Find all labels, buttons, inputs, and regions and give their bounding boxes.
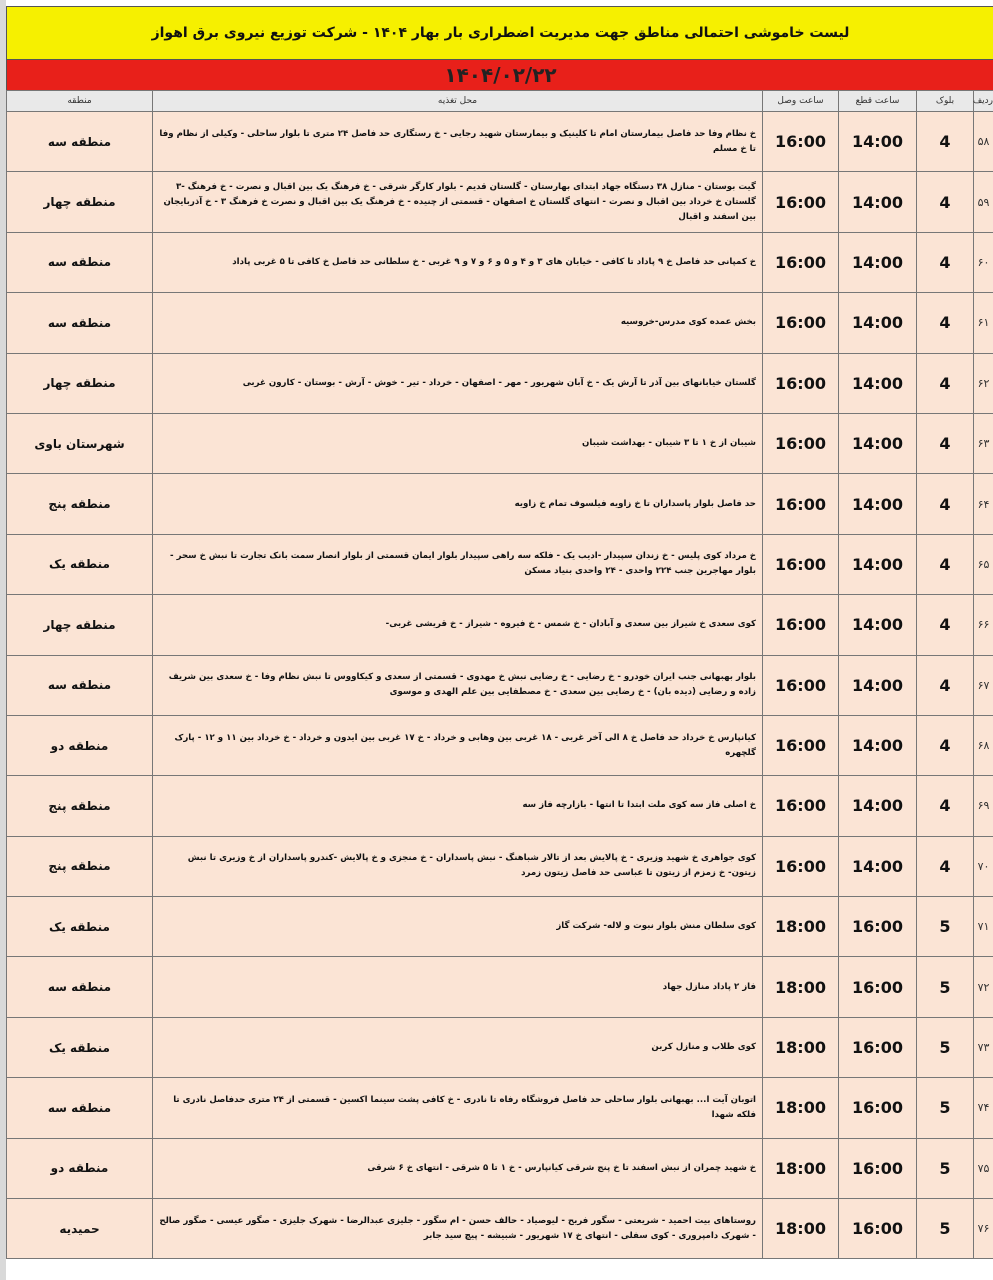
row-number-cell: ۶۴ [974,474,993,534]
row-number-cell: ۵۸ [974,112,993,172]
connect-time-cell: 18:00 [763,1199,839,1259]
connect-time-cell: 16:00 [763,715,839,775]
block-cell: 5 [917,897,974,957]
row-number-cell: ۶۸ [974,715,993,775]
row-number-cell: ۶۲ [974,353,993,413]
feed-location-cell: شیبان از خ ۱ تا ۳ شیبان - بهداشت شیبان [153,413,763,473]
header-feed-location: محل تغذیه [153,91,763,112]
block-cell: 5 [917,1199,974,1259]
region-cell: منطقه سه [7,232,153,292]
region-cell: منطقه سه [7,957,153,1017]
feed-location-cell: فاز ۲ پاداد منازل جهاد [153,957,763,1017]
block-cell: 5 [917,1017,974,1077]
feed-location-cell: کوی طلاب و منازل کربن [153,1017,763,1077]
table-row [7,715,993,775]
feed-location-cell: گیت بوستان - منازل ۳۸ دستگاه جهاد ابتدای بهارستان - گلستان قدیم - بلوار کارگر شرقی - خ فرهنگ یک بین اقبال و نصرت - خ فرهنگ -۳ گلستان خ خرداد بین اقبال و نصرت - انتهای گلستان خ اصفهان - قسمتی از چنیده - خ فرهنگ یک بین اقبال و نصرت خ فرهنگ ۳ - خ آذربایجان بین اسفند و اقبال [153,172,763,232]
block-cell: 4 [917,715,974,775]
row-number-cell: ۷۲ [974,957,993,1017]
region-cell: منطقه سه [7,293,153,353]
region-cell: حمیدیه [7,1199,153,1259]
block-cell: 4 [917,232,974,292]
cut-time-cell: 16:00 [839,1138,917,1198]
connect-time-cell: 16:00 [763,534,839,594]
cut-time-cell: 16:00 [839,957,917,1017]
row-number-cell: ۶۱ [974,293,993,353]
table-row [7,293,993,353]
region-cell: منطقه دو [7,1138,153,1198]
row-number-cell: ۷۰ [974,836,993,896]
block-cell: 4 [917,112,974,172]
table-row [7,1199,993,1259]
header-block: بلوک [917,91,974,112]
table-row [7,534,993,594]
block-cell: 5 [917,1078,974,1138]
block-cell: 4 [917,534,974,594]
row-number-cell: ۶۵ [974,534,993,594]
cut-time-cell: 14:00 [839,293,917,353]
feed-location-cell: حد فاصل بلوار پاسداران تا خ زاویه فیلسوف تمام خ زاویه [153,474,763,534]
connect-time-cell: 18:00 [763,1017,839,1077]
region-cell: منطقه سه [7,112,153,172]
header-region: منطقه [7,91,153,112]
cut-time-cell: 14:00 [839,715,917,775]
feed-location-cell: کوی سعدی خ شیراز بین سعدی و آبادان - خ شمس - خ فیروه - شیراز - خ قریشی غربی- [153,595,763,655]
connect-time-cell: 16:00 [763,172,839,232]
table-row [7,474,993,534]
table-row [7,595,993,655]
row-number-cell: ۶۳ [974,413,993,473]
region-cell: منطقه چهار [7,172,153,232]
cut-time-cell: 14:00 [839,172,917,232]
cut-time-cell: 14:00 [839,413,917,473]
date-banner: ۱۴۰۴/۰۲/۲۲ [6,59,993,91]
cut-time-cell: 14:00 [839,776,917,836]
connect-time-cell: 16:00 [763,836,839,896]
connect-time-cell: 16:00 [763,293,839,353]
cut-time-cell: 14:00 [839,353,917,413]
row-number-cell: ۷۳ [974,1017,993,1077]
feed-location-cell: اتوبان آیت ا... بهبهانی بلوار ساحلی حد فاصل فروشگاه رفاه تا نادری - خ کافی پشت سینما اکسین - قسمتی از ۲۴ متری حدفاصل نادری تا فلکه شهدا [153,1078,763,1138]
table-row [7,1078,993,1138]
connect-time-cell: 16:00 [763,112,839,172]
region-cell: منطقه سه [7,655,153,715]
cut-time-cell: 14:00 [839,474,917,534]
feed-location-cell: روستاهای بیت احمید - شریعتی - سگور فریح - لیوصیاد - حالف حسن - ام سگور - جلیزی عبدالرضا - شهرک جلیزی - صگور عیسی - صگور صالح - شهرک دامپروری - کوی سفلی - انتهای خ ۱۷ شهریور - شبیشه - پیچ سید جابر [153,1199,763,1259]
feed-location-cell: کیانپارس خ خرداد حد فاصل خ ۸ الی آخر غربی - ۱۸ غربی بین وهابی و خرداد - خ ۱۷ غربی بین ایدون و خرداد - خ خرداد بین ۱۱ و ۱۲ - پارک گلچهره [153,715,763,775]
feed-location-cell: بخش عمده کوی مدرس-خروسیه [153,293,763,353]
region-cell: منطقه سه [7,1078,153,1138]
page-title: لیست خاموشی احتمالی مناطق جهت مدیریت اضطراری بار بهار ۱۴۰۴ - شرکت توزیع نیروی برق اهواز [6,6,993,60]
cut-time-cell: 16:00 [839,1017,917,1077]
block-cell: 4 [917,474,974,534]
table-row [7,232,993,292]
table-header-row [7,91,993,112]
header-connect-time: ساعت وصل [763,91,839,112]
region-cell: منطقه پنج [7,474,153,534]
table-row [7,836,993,896]
cut-time-cell: 16:00 [839,1078,917,1138]
block-cell: 4 [917,293,974,353]
block-cell: 4 [917,172,974,232]
connect-time-cell: 18:00 [763,1078,839,1138]
feed-location-cell: کوی سلطان منش بلوار نبوت و لاله- شرکت گاز [153,897,763,957]
header-cut-time: ساعت قطع [839,91,917,112]
connect-time-cell: 18:00 [763,957,839,1017]
region-cell: منطقه پنج [7,836,153,896]
connect-time-cell: 16:00 [763,413,839,473]
block-cell: 4 [917,595,974,655]
cut-time-cell: 14:00 [839,836,917,896]
row-number-cell: ۵۹ [974,172,993,232]
connect-time-cell: 16:00 [763,595,839,655]
table-row [7,897,993,957]
cut-time-cell: 14:00 [839,232,917,292]
feed-location-cell: خ مرداد کوی پلیس - خ زندان سپیدار -ادیب یک - فلکه سه راهی سپیدار بلوار ایمان قسمتی از بلوار انصار سمت بانک تجارت تا نبش خ سحر - بلوار مهاجرین جنب ۲۲۴ واحدی - ۲۴ واحدی بنیاد مسکن [153,534,763,594]
connect-time-cell: 16:00 [763,776,839,836]
block-cell: 5 [917,957,974,1017]
block-cell: 4 [917,413,974,473]
cut-time-cell: 14:00 [839,595,917,655]
cut-time-cell: 14:00 [839,655,917,715]
cut-time-cell: 16:00 [839,1199,917,1259]
connect-time-cell: 16:00 [763,232,839,292]
connect-time-cell: 18:00 [763,897,839,957]
row-number-cell: ۷۶ [974,1199,993,1259]
cut-time-cell: 16:00 [839,897,917,957]
block-cell: 4 [917,836,974,896]
row-number-cell: ۶۶ [974,595,993,655]
cut-time-cell: 14:00 [839,112,917,172]
block-cell: 4 [917,776,974,836]
region-cell: منطقه پنج [7,776,153,836]
region-cell: منطقه چهار [7,353,153,413]
block-cell: 5 [917,1138,974,1198]
block-cell: 4 [917,353,974,413]
table-row [7,172,993,232]
row-number-cell: ۷۵ [974,1138,993,1198]
region-cell: منطقه یک [7,534,153,594]
table-row [7,1017,993,1077]
region-cell: شهرستان باوی [7,413,153,473]
region-cell: منطقه دو [7,715,153,775]
outage-table [6,90,993,1259]
cut-time-cell: 14:00 [839,534,917,594]
feed-location-cell: بلوار بهبهانی جنب ایران خودرو - خ رضایی - خ رضایی نبش خ مهدوی - قسمتی از سعدی و کیکاووس تا نبش نظام وفا - خ سعدی بین شریف زاده و رضایی (دیده بان) - خ رضایی بین سعدی - خ مصطفایی بین علم الهدی و موسوی [153,655,763,715]
feed-location-cell: خ اصلی فاز سه کوی ملت ابتدا تا انتها - بازارچه فاز سه [153,776,763,836]
region-cell: منطقه چهار [7,595,153,655]
connect-time-cell: 16:00 [763,655,839,715]
table-row [7,655,993,715]
table-row [7,1138,993,1198]
table-row [7,957,993,1017]
table-row [7,776,993,836]
region-cell: منطقه یک [7,897,153,957]
row-number-cell: ۷۴ [974,1078,993,1138]
row-number-cell: ۶۰ [974,232,993,292]
table-row [7,413,993,473]
feed-location-cell: کوی جواهری خ شهید وزیری - خ پالایش بعد از تالار شباهنگ - نبش پاسداران - خ منجزی و خ پالایش -کندرو پاسداران از خ وزیری تا نبش زیتون- خ زمزم از زیتون تا عباسی حد فاصل زیتون زمرد [153,836,763,896]
row-number-cell: ۷۱ [974,897,993,957]
feed-location-cell: خ کمپانی حد فاصل خ ۹ پاداد تا کافی - خیابان های ۳ و ۴ و ۵ و ۶ و ۷ و ۹ غربی - خ سلطانی حد فاصل خ کافی تا ۵ غربی پاداد [153,232,763,292]
feed-location-cell: خ نظام وفا حد فاصل بیمارستان امام تا کلینیک و بیمارستان شهید رجایی - خ رستگاری حد فاصل ۲۴ متری تا بلوار ساحلی - وکیلی از نظام وفا تا خ مسلم [153,112,763,172]
feed-location-cell: گلستان خیابانهای بین آذر تا آرش یک - خ آبان شهریور - مهر - اصفهان - خرداد - تیر - خوش - آرش - بوستان - کارون غربی [153,353,763,413]
row-number-cell: ۶۹ [974,776,993,836]
table-row [7,353,993,413]
region-cell: منطقه یک [7,1017,153,1077]
block-cell: 4 [917,655,974,715]
connect-time-cell: 18:00 [763,1138,839,1198]
connect-time-cell: 16:00 [763,474,839,534]
row-number-cell: ۶۷ [974,655,993,715]
feed-location-cell: خ شهید چمران از نبش اسفند تا خ پنج شرقی کیانپارس - خ ۱ تا ۵ شرقی - انتهای خ ۶ شرقی [153,1138,763,1198]
connect-time-cell: 16:00 [763,353,839,413]
table-row [7,112,993,172]
header-row-number: ردیف [974,91,993,112]
